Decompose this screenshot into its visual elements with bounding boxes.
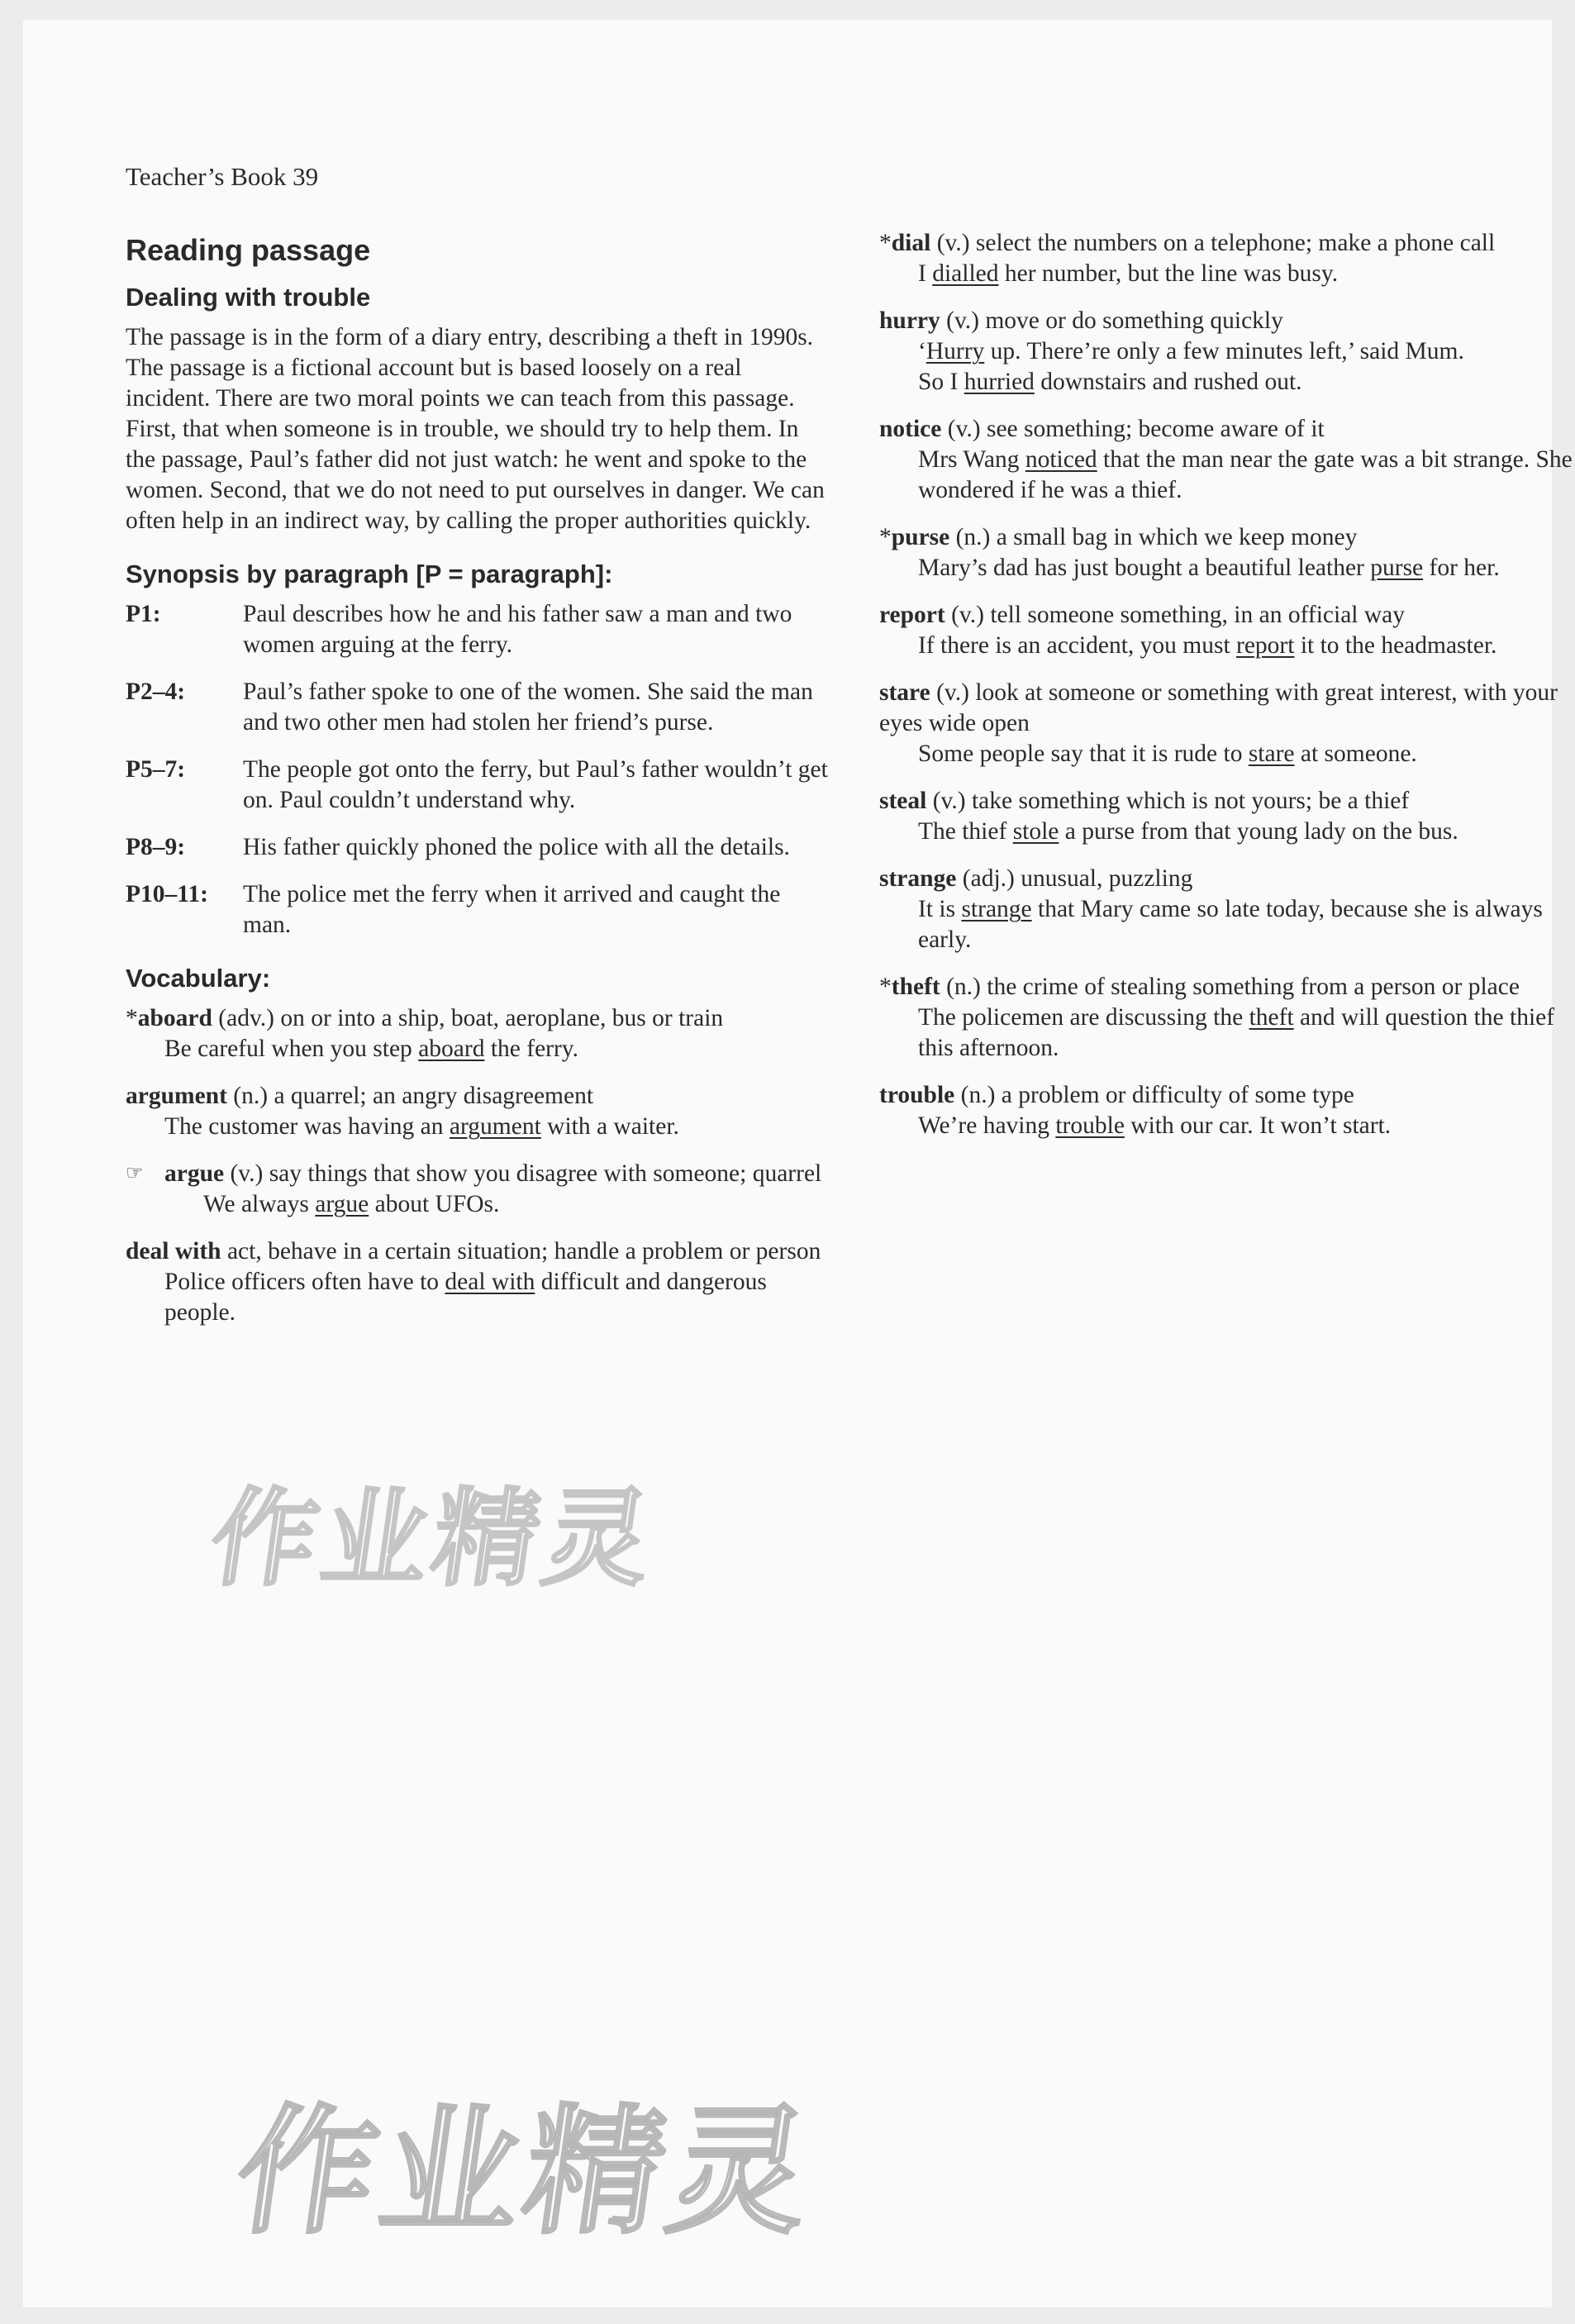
vocab-definition: the crime of stealing something from a person or place bbox=[987, 974, 1520, 1000]
vocab-entry bbox=[879, 972, 1573, 1064]
synopsis-label: P2–4: bbox=[126, 679, 186, 705]
vocab-example: Mary’s dad has just bought a beautiful leather purse for her. bbox=[918, 555, 1500, 581]
vocab-word: steal bbox=[879, 788, 927, 814]
vocab-star: * bbox=[879, 974, 892, 1000]
vocab-example: If there is an accident, you must report it to the headmaster. bbox=[918, 632, 1497, 659]
vocab-entry bbox=[879, 522, 1573, 583]
synopsis-row bbox=[126, 832, 830, 863]
passage-title: Dealing with trouble bbox=[126, 283, 371, 312]
vocab-entry bbox=[126, 1003, 830, 1064]
watermark-text: 作业精灵 bbox=[226, 2091, 825, 2253]
synopsis-row bbox=[126, 599, 830, 660]
vocab-word: notice bbox=[879, 416, 942, 442]
vocab-example: Police officers often have to deal with difficult and dangerous people. bbox=[164, 1269, 767, 1326]
vocab-example: ‘Hurry up. There’re only a few minutes left,’ said Mum. bbox=[918, 338, 1464, 364]
vocab-definition: say things that show you disagree with someone; quarrel bbox=[269, 1160, 822, 1187]
vocab-pos: (v.) bbox=[936, 230, 970, 256]
vocab-star: * bbox=[879, 524, 892, 550]
synopsis-text: The police met the ferry when it arrived and caught the man. bbox=[243, 881, 781, 938]
vocab-definition: on or into a ship, boat, aeroplane, bus or train bbox=[280, 1005, 724, 1031]
vocab-entry bbox=[879, 228, 1573, 289]
synopsis-label: P5–7: bbox=[126, 756, 186, 783]
vocab-example: Be careful when you step aboard the ferry. bbox=[164, 1036, 579, 1062]
vocab-pos: (n.) bbox=[233, 1083, 269, 1109]
vocab-example: I dialled her number, but the line was busy. bbox=[918, 260, 1339, 287]
synopsis-label: P10–11: bbox=[126, 881, 208, 907]
vocab-definition: look at someone or something with great interest, with your eyes wide open bbox=[879, 679, 1558, 736]
left-column bbox=[126, 228, 830, 1345]
pointing-hand-icon: ☞ bbox=[126, 1163, 144, 1184]
vocab-pos: (adj.) bbox=[962, 865, 1015, 892]
vocab-definition: act, behave in a certain situation; handle a problem or person bbox=[226, 1238, 821, 1264]
vocab-example: So I hurried downstairs and rushed out. bbox=[918, 369, 1302, 395]
vocab-entry-related bbox=[126, 1159, 830, 1220]
vocab-pos: (adv.) bbox=[218, 1005, 274, 1031]
synopsis-row bbox=[126, 677, 830, 738]
vocab-word: strange bbox=[879, 865, 957, 892]
vocab-word: hurry bbox=[879, 307, 940, 334]
vocab-entry bbox=[126, 1236, 830, 1328]
vocab-example: The thief stole a purse from that young lady on the bus. bbox=[918, 818, 1458, 845]
vocab-example: Some people say that it is rude to stare at someone. bbox=[918, 741, 1417, 767]
vocab-pos: (v.) bbox=[230, 1160, 264, 1187]
vocab-entry bbox=[126, 1081, 830, 1142]
vocab-definition: take something which is not yours; be a thief bbox=[971, 788, 1410, 814]
vocab-example: The customer was having an argument with a waiter. bbox=[164, 1113, 679, 1140]
vocab-definition: select the numbers on a telephone; make a phone call bbox=[975, 230, 1496, 256]
vocab-example: Mrs Wang noticed that the man near the gate was a bit strange. She wondered if he was a thief. bbox=[918, 446, 1573, 503]
vocab-word: aboard bbox=[137, 1005, 212, 1031]
vocab-definition: a problem or difficulty of some type bbox=[1001, 1082, 1354, 1108]
vocab-word: report bbox=[879, 602, 945, 628]
page bbox=[23, 20, 1573, 2307]
vocab-example: We’re having trouble with our car. It won’t start. bbox=[918, 1112, 1392, 1139]
section-title: Reading passage bbox=[126, 233, 371, 267]
vocab-example: It is strange that Mary came so late today, because she is always early. bbox=[918, 896, 1543, 953]
vocab-pos: (v.) bbox=[947, 416, 981, 442]
vocab-pos: (v.) bbox=[951, 602, 984, 628]
synopsis-row bbox=[126, 755, 830, 816]
vocab-word: argue bbox=[164, 1160, 225, 1187]
vocab-example: We always argue about UFOs. bbox=[203, 1191, 500, 1217]
vocab-entry bbox=[879, 600, 1573, 661]
intro-paragraph: The passage is in the form of a diary entry, describing a theft in 1990s. The passage is a fictional account but is based loosely on a real incident. There are two moral points we can teach from this passage. First, that when someone is in trouble, we should try to help them. In the passage, Paul’s father did not just watch: he went and spoke to the women. Second, that we do not need to put ourselves in danger. We can often help in an indirect way, by calling the proper authorities quickly. bbox=[126, 324, 825, 534]
vocab-definition: a quarrel; an angry disagreement bbox=[274, 1083, 594, 1109]
vocab-entry bbox=[879, 306, 1573, 398]
vocab-word: dial bbox=[891, 230, 931, 256]
vocab-star: * bbox=[879, 230, 892, 256]
synopsis-row bbox=[126, 879, 830, 941]
vocab-word: deal with bbox=[126, 1238, 221, 1264]
vocab-entry bbox=[879, 864, 1573, 955]
right-column bbox=[879, 228, 1573, 1158]
synopsis-text: His father quickly phoned the police with all the details. bbox=[243, 834, 790, 860]
synopsis-label: P8–9: bbox=[126, 834, 186, 860]
vocab-definition: see something; become aware of it bbox=[986, 416, 1325, 442]
synopsis-list bbox=[126, 599, 830, 941]
vocab-pos: (v.) bbox=[946, 307, 979, 334]
vocab-entry bbox=[879, 786, 1573, 847]
vocab-definition: move or do something quickly bbox=[985, 307, 1283, 334]
page-header: Teacher’s Book 39 bbox=[126, 162, 319, 191]
vocab-word: argument bbox=[126, 1083, 227, 1109]
vocab-pos: (n.) bbox=[946, 974, 981, 1000]
synopsis-label: P1: bbox=[126, 601, 161, 627]
vocab-pos: (v.) bbox=[932, 788, 966, 814]
synopsis-text: The people got onto the ferry, but Paul’s father wouldn’t get on. Paul couldn’t understand why. bbox=[243, 756, 828, 813]
vocab-word: purse bbox=[891, 524, 950, 550]
vocab-entry bbox=[879, 414, 1573, 506]
vocabulary-title: Vocabulary: bbox=[126, 964, 271, 993]
synopsis-text: Paul describes how he and his father saw a man and two women arguing at the ferry. bbox=[243, 601, 792, 658]
synopsis-title: Synopsis by paragraph [P = paragraph]: bbox=[126, 560, 613, 588]
vocab-entry bbox=[879, 1080, 1573, 1141]
synopsis-text: Paul’s father spoke to one of the women. She said the man and two other men had stolen her friend’s purse. bbox=[243, 679, 813, 736]
vocab-pos: (n.) bbox=[955, 524, 991, 550]
vocab-definition: unusual, puzzling bbox=[1021, 865, 1193, 892]
vocab-entry bbox=[879, 678, 1573, 769]
vocab-word: theft bbox=[891, 974, 940, 1000]
vocab-star: * bbox=[126, 1005, 138, 1031]
vocab-word: trouble bbox=[879, 1082, 955, 1108]
vocab-pos: (v.) bbox=[936, 679, 969, 706]
vocab-definition: tell someone something, in an official way bbox=[990, 602, 1406, 628]
vocab-word: stare bbox=[879, 679, 930, 706]
vocab-pos: (n.) bbox=[960, 1082, 996, 1108]
watermark-text: 作业精灵 bbox=[202, 1478, 664, 1601]
vocab-example: The policemen are discussing the theft and will question the thief this afternoon. bbox=[918, 1004, 1555, 1061]
vocab-definition: a small bag in which we keep money bbox=[996, 524, 1358, 550]
